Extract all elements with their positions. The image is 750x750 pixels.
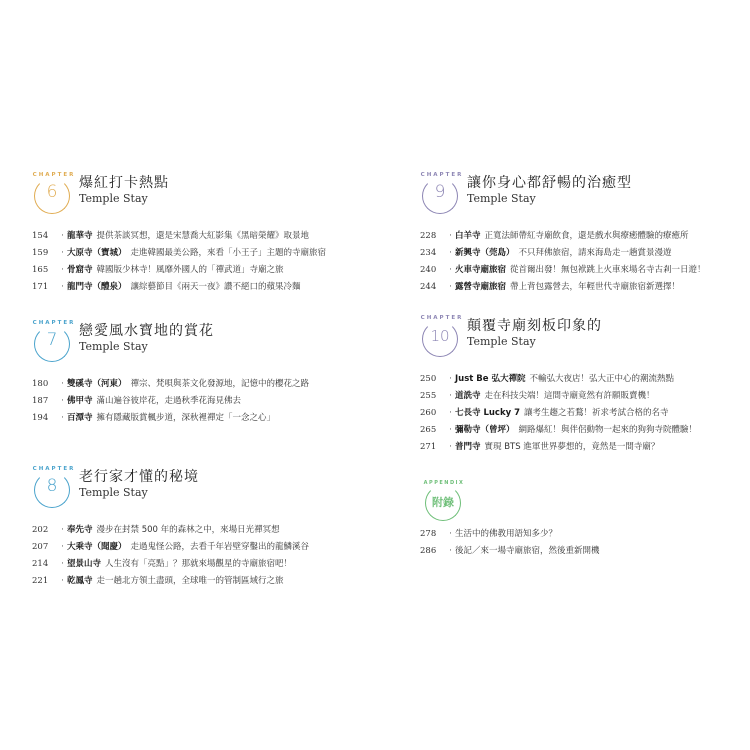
toc-entry[interactable] xyxy=(420,527,740,544)
entry-description: 網路爆紅！與伴侶動物一起來的狗狗寺院體驗！ xyxy=(518,425,698,435)
entry-description: 走過鬼怪公路，去看千年岩壁穿鑿出的龍鱗溪谷 xyxy=(130,542,310,552)
appendix-label: 附錄 xyxy=(432,496,454,509)
chapter-badge xyxy=(420,172,464,216)
entry-description: 讓綜藝節目《兩天一夜》讚不絕口的蘋果冷麵 xyxy=(130,282,301,292)
temple-name: 骨窟寺 xyxy=(67,265,93,275)
entry-description: 人生沒有「亮點」？那就來場觀星的寺廟旅宿吧！ xyxy=(105,559,293,569)
temple-name: 彌勒寺（曾坪） xyxy=(455,425,515,435)
page-number: 234 xyxy=(420,248,437,258)
page-number: 180 xyxy=(32,379,49,389)
bullet-dot: · xyxy=(61,282,64,292)
temple-name: 普門寺 xyxy=(455,442,481,452)
bullet-dot: · xyxy=(449,408,452,418)
chapter-badge-word: CHAPTER xyxy=(32,320,76,326)
chapter-title: 戀愛風水寶地的賞花 xyxy=(79,323,214,339)
appendix-entries xyxy=(420,527,740,561)
temple-name: 龍門寺（醴泉） xyxy=(67,282,127,292)
page-number: 286 xyxy=(420,546,437,556)
toc-entry[interactable] xyxy=(420,263,740,280)
page-number: 194 xyxy=(32,413,49,423)
chapter-subtitle: Temple Stay xyxy=(79,192,148,205)
chapter-title: 顛覆寺廟刻板印象的 xyxy=(467,318,602,334)
bullet-dot: · xyxy=(449,546,452,556)
entry-description: 韓國版少林寺！風靡外國人的「禪武道」寺廟之旅 xyxy=(96,265,284,275)
page-number: 260 xyxy=(420,408,437,418)
bullet-dot: · xyxy=(449,282,452,292)
entry-description: 從首爾出發！無包袱跳上火車來場名寺古剎一日遊！ xyxy=(510,265,706,275)
toc-entry[interactable] xyxy=(420,389,740,406)
page-number: 187 xyxy=(32,396,49,406)
entry-description: 實現 BTS 進軍世界夢想的，竟然是一間寺廟？ xyxy=(484,442,660,452)
bullet-dot: · xyxy=(449,391,452,401)
bullet-dot: · xyxy=(61,396,64,406)
page-number: 278 xyxy=(420,529,437,539)
temple-name: 望景山寺 xyxy=(67,559,102,569)
entry-description: 正寬法師帶紅寺廟飲食，還是戲水與療癒體驗的療癒所 xyxy=(484,231,689,241)
bullet-dot: · xyxy=(61,542,64,552)
toc-entry[interactable] xyxy=(420,280,740,297)
chapter-subtitle: Temple Stay xyxy=(467,192,536,205)
page-number: 240 xyxy=(420,265,437,275)
entry-description: 走一趟北方領土盡頭，全球唯一的管制區域行之旅 xyxy=(96,576,284,586)
entry-description: 不輸弘大夜店！弘大正中心的潮流熱點 xyxy=(529,374,675,384)
bullet-dot: · xyxy=(449,442,452,452)
chapter-number: 7 xyxy=(46,330,58,350)
page-number: 265 xyxy=(420,425,437,435)
chapter-entries xyxy=(32,523,352,591)
temple-name: 火車寺廟旅宿 xyxy=(455,265,507,275)
temple-name: 露營寺廟旅宿 xyxy=(455,282,507,292)
page-number: 228 xyxy=(420,231,437,241)
page-number: 202 xyxy=(32,525,49,535)
chapter-title: 爆紅打卡熱點 xyxy=(79,175,169,191)
chapter-badge xyxy=(32,172,76,216)
toc-entry[interactable] xyxy=(420,246,740,263)
chapter-entries xyxy=(32,377,352,428)
chapter-badge xyxy=(420,315,464,359)
bullet-dot: · xyxy=(61,379,64,389)
toc-entry[interactable] xyxy=(32,574,352,591)
entry-description: 擁有隱藏版賞楓步道，深秋裡禪定「一念之心」 xyxy=(96,413,276,423)
toc-entry[interactable] xyxy=(32,411,352,428)
toc-entry[interactable] xyxy=(32,394,352,411)
entry-description: 不只拜佛旅宿，請來海島走一趟賞景漫遊 xyxy=(518,248,672,258)
entry-description: 提供茶談冥想，還是宋慧喬大紅影集《黑暗榮耀》取景地 xyxy=(96,231,310,241)
temple-name: 佛甲寺 xyxy=(67,396,93,406)
page-number: 154 xyxy=(32,231,49,241)
toc-entry[interactable] xyxy=(32,557,352,574)
bullet-dot: · xyxy=(61,559,64,569)
temple-name: 乾鳳寺 xyxy=(67,576,93,586)
page-number: 159 xyxy=(32,248,49,258)
bullet-dot: · xyxy=(449,231,452,241)
chapter-badge-word: CHAPTER xyxy=(420,315,464,321)
page-number: 214 xyxy=(32,559,49,569)
toc-entry[interactable] xyxy=(420,372,740,389)
page-number: 255 xyxy=(420,391,437,401)
chapter-subtitle: Temple Stay xyxy=(467,335,536,348)
chapter-badge xyxy=(32,320,76,364)
chapter-number: 8 xyxy=(46,476,58,496)
temple-name: 白羊寺 xyxy=(455,231,481,241)
entry-description: 走進韓國最美公路，來看「小王子」主題的寺廟旅宿 xyxy=(130,248,327,258)
bullet-dot: · xyxy=(61,525,64,535)
chapter-number: 9 xyxy=(434,182,446,202)
chapter-subtitle: Temple Stay xyxy=(79,340,148,353)
chapter-subtitle: Temple Stay xyxy=(79,486,148,499)
temple-name: 百潭寺 xyxy=(67,413,93,423)
temple-name: 奉先寺 xyxy=(67,525,93,535)
toc-entry[interactable] xyxy=(420,440,740,457)
entry-description: 走在科技尖端！這間寺廟竟然有許願販賣機！ xyxy=(484,391,655,401)
chapter-title: 老行家才懂的秘境 xyxy=(79,469,199,485)
toc-entry[interactable] xyxy=(32,229,352,246)
page-number: 244 xyxy=(420,282,437,292)
chapter-entries xyxy=(32,229,352,297)
toc-entry[interactable] xyxy=(32,246,352,263)
entry-description: 滿山遍谷彼岸花，走過秋季花海見佛去 xyxy=(96,396,242,406)
page-number: 221 xyxy=(32,576,49,586)
toc-entry[interactable] xyxy=(32,540,352,557)
page-number: 207 xyxy=(32,542,49,552)
toc-entry[interactable] xyxy=(420,423,740,440)
page-number: 271 xyxy=(420,442,437,452)
temple-name: 新興寺（莞島） xyxy=(455,248,515,258)
page-number: 165 xyxy=(32,265,49,275)
toc-entry[interactable] xyxy=(32,280,352,297)
chapter-number: 10 xyxy=(430,327,450,345)
bullet-dot: · xyxy=(61,413,64,423)
bullet-dot: · xyxy=(61,576,64,586)
appendix-badge-word: APPENDIX xyxy=(423,480,465,486)
entry-description: 帶上背包露營去，年輕世代寺廟旅宿新選擇！ xyxy=(510,282,681,292)
bullet-dot: · xyxy=(449,248,452,258)
bullet-dot: · xyxy=(61,248,64,258)
bullet-dot: · xyxy=(449,529,452,539)
temple-name: 大乘寺（聞慶） xyxy=(67,542,127,552)
temple-name: 七長寺 Lucky 7 xyxy=(455,408,521,418)
entry-description: 禪宗、梵唄與茶文化發源地，記憶中的櫻花之路 xyxy=(130,379,310,389)
toc-entry[interactable] xyxy=(420,229,740,246)
toc-entry[interactable] xyxy=(32,263,352,280)
temple-name: 龍華寺 xyxy=(67,231,93,241)
temple-name: 道詵寺 xyxy=(455,391,481,401)
bullet-dot: · xyxy=(449,265,452,275)
chapter-badge-word: CHAPTER xyxy=(32,466,76,472)
temple-name: 雙磎寺（河東） xyxy=(67,379,127,389)
chapter-entries xyxy=(420,372,740,457)
toc-entry[interactable] xyxy=(420,544,740,561)
chapter-badge-word: CHAPTER xyxy=(420,172,464,178)
bullet-dot: · xyxy=(449,425,452,435)
chapter-badge-word: CHAPTER xyxy=(32,172,76,178)
bullet-dot: · xyxy=(61,231,64,241)
chapter-badge xyxy=(32,466,76,510)
page-number: 171 xyxy=(32,282,49,292)
entry-description: 讓考生趨之若鶩！祈求考試合格的名寺 xyxy=(524,408,669,418)
temple-name: Just Be 弘大禪院 xyxy=(455,374,526,384)
temple-name: 大原寺（寶城） xyxy=(67,248,127,258)
chapter-number: 6 xyxy=(46,182,58,202)
toc-entry[interactable] xyxy=(420,406,740,423)
entry-description: 漫步在封禁 500 年的森林之中，來場日光禪冥想 xyxy=(96,525,280,535)
toc-entry[interactable] xyxy=(32,377,352,394)
chapter-entries xyxy=(420,229,740,297)
chapter-title: 讓你身心都舒暢的治癒型 xyxy=(467,175,632,191)
bullet-dot: · xyxy=(61,265,64,275)
toc-entry[interactable] xyxy=(32,523,352,540)
bullet-dot: · xyxy=(449,374,452,384)
entry-description: 生活中的佛教用語知多少？ xyxy=(455,529,558,539)
page-number: 250 xyxy=(420,374,437,384)
entry-description: 後記／來一場寺廟旅宿，然後重新開機 xyxy=(455,546,600,556)
appendix-badge xyxy=(420,480,470,524)
